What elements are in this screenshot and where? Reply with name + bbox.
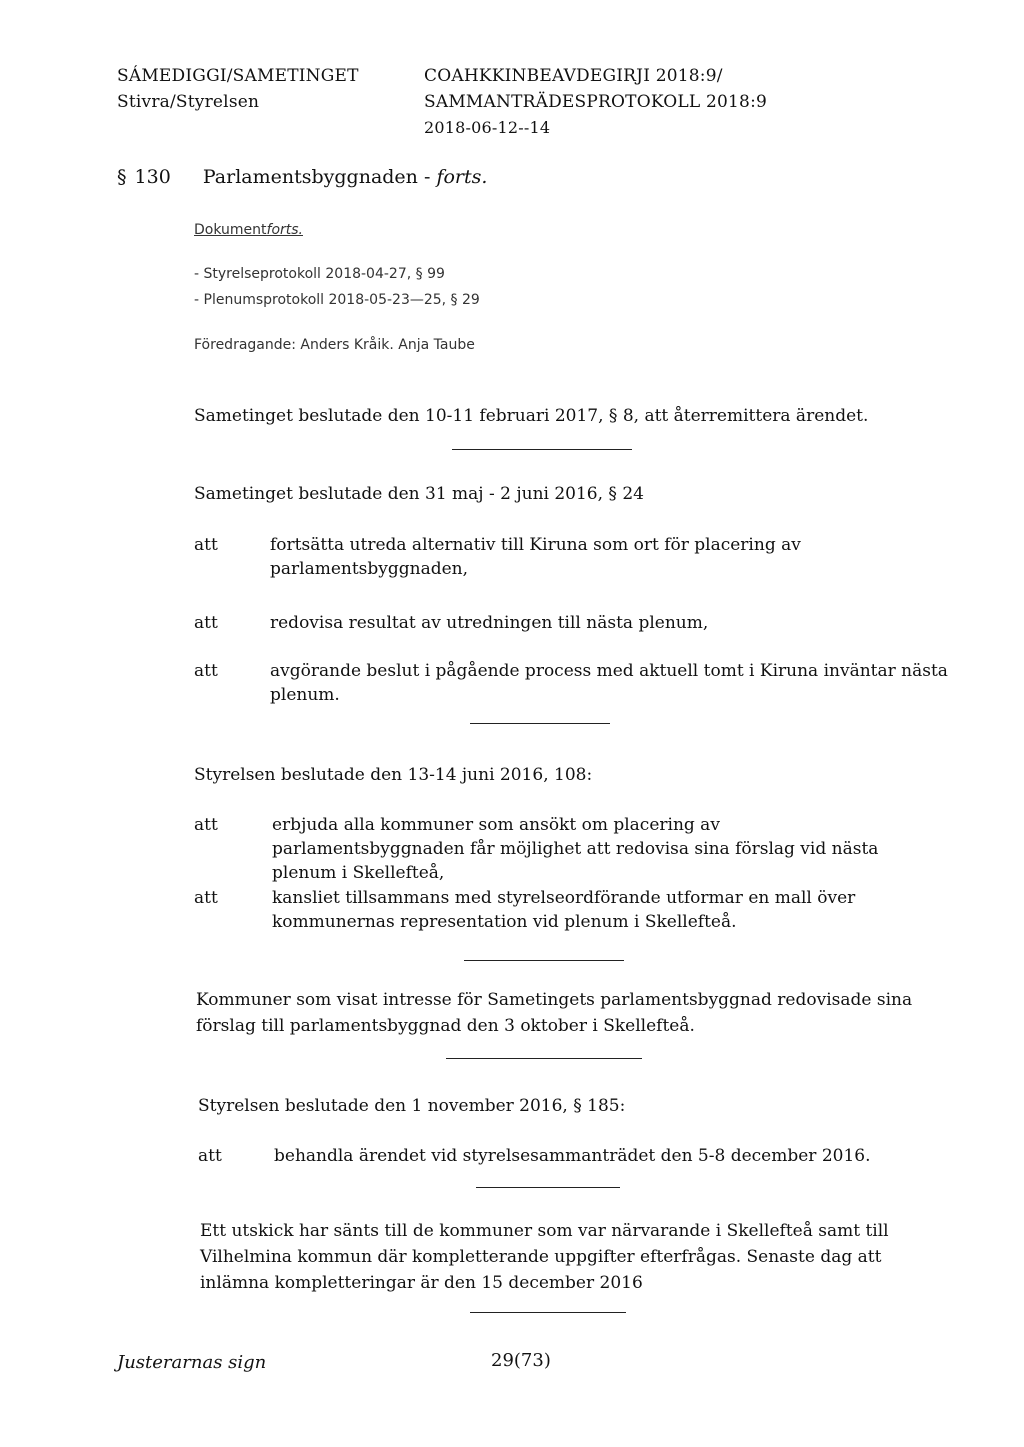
page-number: 29(73) bbox=[491, 1350, 551, 1371]
decision-item: kansliet tillsammans med styrelseordförande utformar en mall över kommunernas representation vid plenum i Skellefteå. bbox=[272, 888, 856, 932]
decision-item: avgörande beslut i pågående process med aktuell tomt i Kiruna inväntar nästa plenum. bbox=[270, 661, 948, 705]
municipalities-note: Kommuner som visat intresse för Sametingets parlamentsbyggnad redovisade sina förslag till parlamentsbyggnad den 3 oktober i Skellefteå. bbox=[196, 990, 913, 1036]
divider bbox=[470, 1312, 626, 1313]
mailing-note: Ett utskick har sänts till de kommuner som var närvarande i Skellefteå samt till Vilhelmina kommun där kompletterande uppgifter efterfrågas. Senaste dag att inlämna kompletteringar är den 15 december 2016 bbox=[200, 1221, 889, 1293]
documents-heading bbox=[194, 222, 303, 238]
divider bbox=[446, 1058, 642, 1059]
section-heading bbox=[117, 166, 487, 188]
document-list-item: - Styrelseprotokoll 2018-04-27, § 99 bbox=[194, 266, 445, 282]
protocol-date: 2018-06-12--14 bbox=[424, 118, 551, 137]
divider bbox=[470, 723, 610, 724]
decision-2016-may-intro: Sametinget beslutade den 31 maj - 2 juni 2016, § 24 bbox=[194, 484, 644, 504]
signature-label: Justerarnas sign bbox=[117, 1352, 267, 1373]
section-symbol: § bbox=[117, 166, 127, 188]
decision-item: fortsätta utreda alternativ till Kiruna som ort för placering av parlamentsbyggnaden, bbox=[270, 535, 801, 579]
divider bbox=[452, 449, 632, 450]
att-label: att bbox=[194, 535, 218, 555]
decision-2016-june-intro: Styrelsen beslutade den 13-14 juni 2016, 108: bbox=[194, 765, 593, 785]
att-label: att bbox=[194, 613, 218, 633]
att-label: att bbox=[198, 1146, 222, 1166]
presenters: Föredragande: Anders Kråik. Anja Taube bbox=[194, 337, 475, 353]
decision-item: behandla ärendet vid styrelsesammanträdet den 5-8 december 2016. bbox=[274, 1146, 871, 1166]
org-subunit: Stivra/Styrelsen bbox=[117, 92, 260, 112]
protocol-subtitle: SAMMANTRÄDESPROTOKOLL 2018:9 bbox=[424, 92, 768, 112]
documents-heading-label: Dokument bbox=[194, 222, 267, 238]
protocol-title: COAHKKINBEAVDEGIRJI 2018:9/ bbox=[424, 66, 723, 86]
att-label: att bbox=[194, 888, 218, 908]
org-name: SÁMEDIGGI/SAMETINGET bbox=[117, 66, 359, 86]
documents-heading-continued: forts. bbox=[266, 222, 303, 238]
divider bbox=[464, 960, 624, 961]
section-number: 130 bbox=[134, 166, 171, 188]
att-label: att bbox=[194, 815, 218, 835]
decision-2016-nov-intro: Styrelsen beslutade den 1 november 2016, § 185: bbox=[198, 1096, 626, 1116]
section-title-continued: forts. bbox=[436, 166, 488, 188]
section-title: Parlamentsbyggnaden - bbox=[202, 166, 431, 188]
att-label: att bbox=[194, 661, 218, 681]
divider bbox=[476, 1187, 620, 1188]
decision-2017: Sametinget beslutade den 10-11 februari 2017, § 8, att återremittera ärendet. bbox=[194, 406, 869, 426]
decision-item: redovisa resultat av utredningen till nästa plenum, bbox=[270, 613, 709, 633]
document-list-item: - Plenumsprotokoll 2018-05-23—25, § 29 bbox=[194, 292, 480, 308]
decision-item: erbjuda alla kommuner som ansökt om placering av parlamentsbyggnaden får möjlighet att redovisa sina förslag vid nästa plenum i Skellefteå, bbox=[272, 815, 879, 883]
